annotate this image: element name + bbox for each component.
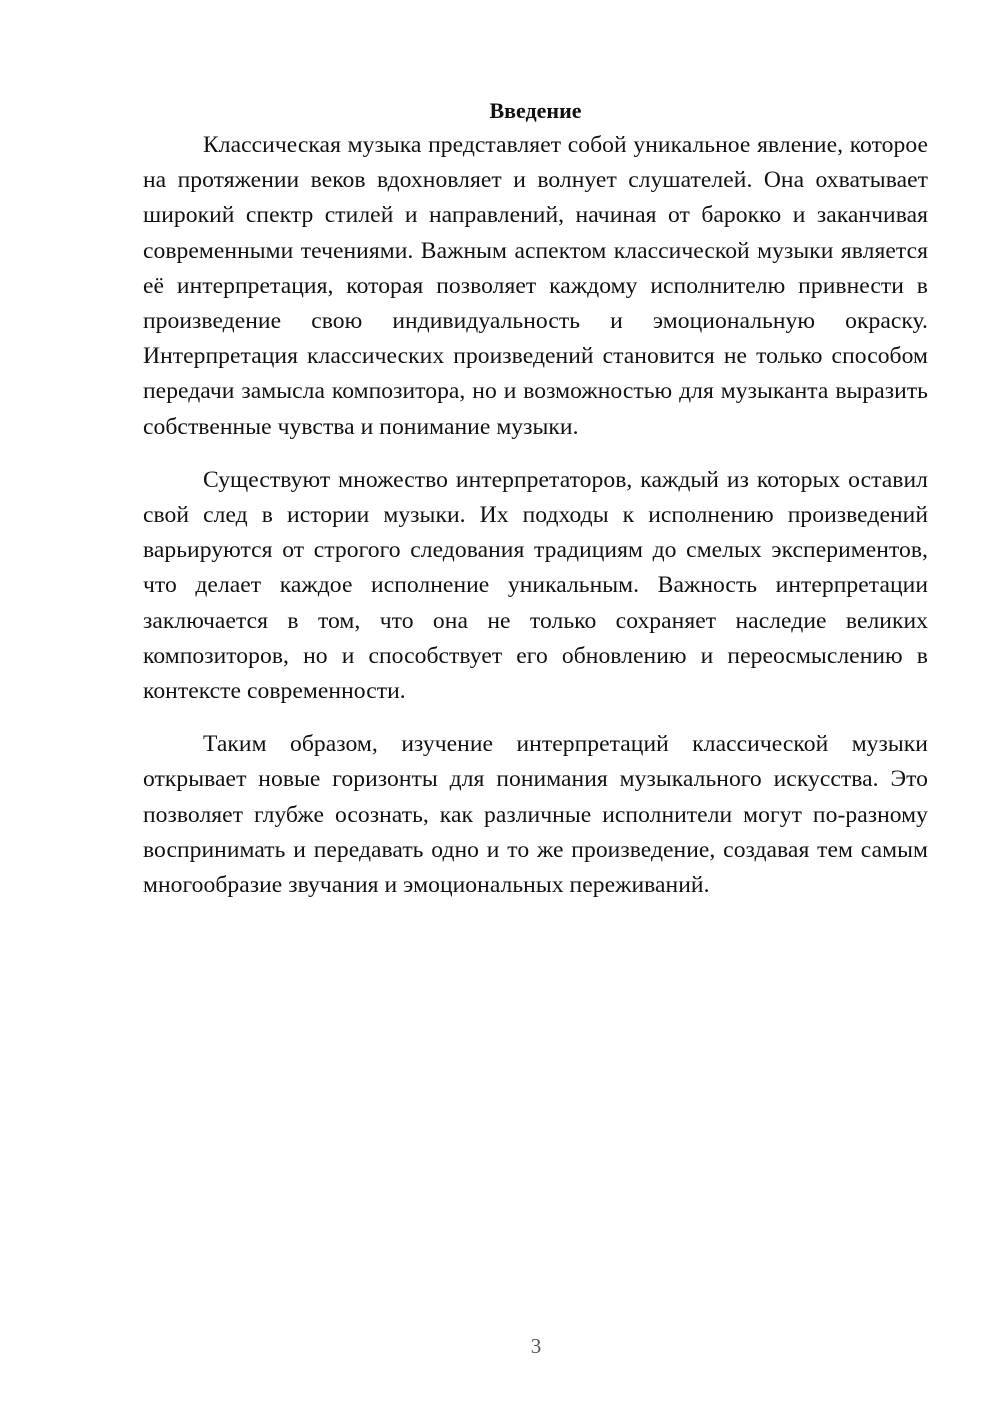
section-heading: Введение [489, 98, 582, 123]
page-number: 3 [530, 1334, 542, 1358]
paragraph-3: Таким образом, изучение интерпретаций классической музыки открывает новые горизонты для понимания музыкального искусства. Это позволяет глубже осознать, как различные исполнители могут по-разному воспринимать и передавать одно и то же произведение, создавая тем самым многообразие звучания и эмоциональных переживаний. [143, 731, 928, 899]
paragraph-2: Существуют множество интерпретаторов, каждый из которых оставил свой след в истории музыки. Их подходы к исполнению произведений варьируются от строгого следования традициям до смелых экспериментов, что делает каждое исполнение уникальным. Важность интерпретации заключается в том, что она не только сохраняет наследие великих композиторов, но и способствует его обновлению и переосмыслению в контексте современности. [143, 466, 928, 705]
paragraph-1: Классическая музыка представляет собой уникальное явление, которое на протяжении веков вдохновляет и волнует слушателей. Она охватывает широкий спектр стилей и направлений, начиная от барокко и заканчивая современными течениями. Важным аспектом классической музыки является её интерпретация, которая позволяет каждому исполнителю привнести в произведение свою индивидуальность и эмоциональную окраску. Интерпретация классических произведений становится не только способом передачи замысла композитора, но и возможностью для музыканта выразить собственные чувства и понимание музыки. [143, 132, 928, 440]
page-content [143, 96, 928, 903]
